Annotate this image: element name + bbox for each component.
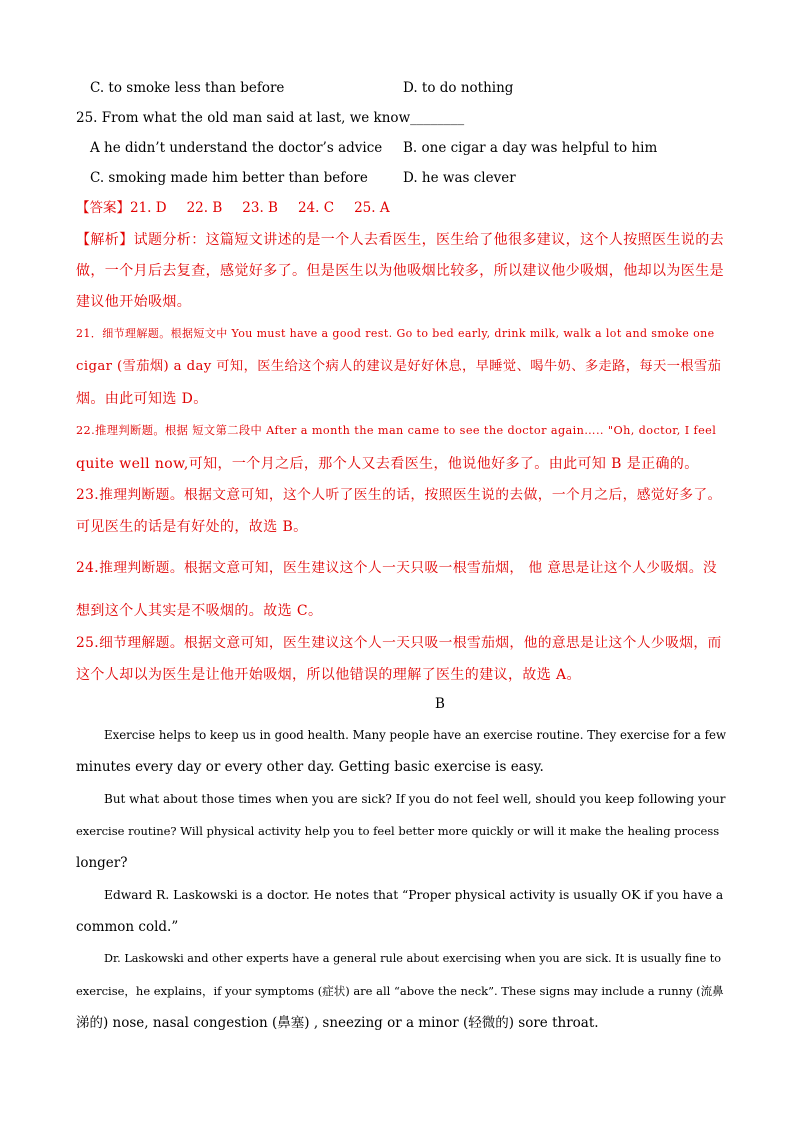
explanation-21-line-1: 21．细节理解题。根据短文中 You must have a good rest. Go to bed early, drink milk, walk a lot and smoke one: [76, 327, 715, 340]
explanation-25-line-2: 这个人却以为医生是让他开始吸烟，所以他错误的理解了医生的建议，故选 A。: [76, 667, 581, 683]
q25-option-b: B. one cigar a day was helpful to him: [403, 140, 658, 156]
passage-b-p3-line-2: common cold.”: [76, 919, 179, 935]
q25-stem: 25. From what the old man said at last, we know________: [76, 110, 465, 126]
q24-option-c: C. to smoke less than before: [90, 80, 285, 96]
answer-21: 21. D: [130, 200, 167, 216]
analysis-line-3: 建议他开始吸烟。: [76, 294, 192, 310]
answer-25: 25. A: [354, 200, 390, 216]
analysis-label: 【解析】: [76, 232, 134, 248]
explanation-24-line-2: 想到这个人其实是不吸烟的。故选 C。: [76, 603, 323, 619]
passage-b-p2-line-1: But what about those times when you are sick? If you do not feel well, should you keep following your: [104, 792, 726, 806]
explanation-25-line-1: 25.细节理解题。根据文意可知，医生建议这个人一天只吸一根雪茄烟，他的意思是让这个人少吸烟，而: [76, 635, 722, 651]
explanation-21-line-2: cigar (雪茄烟) a day 可知，医生给这个病人的建议是好好休息，早睡觉、喝牛奶、多走路，每天一根雪茄: [76, 359, 722, 374]
passage-b-p2-line-3: longer?: [76, 855, 128, 871]
passage-b-p2-line-2: exercise routine? Will physical activity help you to feel better more quickly or will it make the healing process: [76, 824, 720, 838]
explanation-24-line-1: 24.推理判断题。根据文意可知，医生建议这个人一天只吸一根雪茄烟， 他 意思是让这个人少吸烟。没: [76, 560, 718, 576]
explanation-23-line-1: 23.推理判断题。根据文意可知，这个人听了医生的话，按照医生说的去做，一个月之后，感觉好多了。: [76, 487, 722, 503]
analysis-line-1: 【解析】试题分析：这篇短文讲述的是一个人去看医生，医生给了他很多建议，这个人按照医生说的去: [76, 232, 725, 248]
passage-b-p1-line-1: Exercise helps to keep us in good health. Many people have an exercise routine. They exercise for a few: [104, 728, 727, 742]
passage-b-p4-line-3: 涕的) nose, nasal congestion (鼻塞) , sneezing or a minor (轻微的) sore throat.: [76, 1015, 599, 1031]
answer-key: [76, 199, 390, 217]
explanation-23-line-2: 可见医生的话是有好处的，故选 B。: [76, 519, 308, 535]
passage-b-heading: B: [435, 696, 445, 712]
q25-option-d: D. he was clever: [403, 170, 516, 186]
q25-option-a: A he didn’t understand the doctor’s advice: [90, 140, 383, 156]
q24-option-d: D. to do nothing: [403, 80, 514, 96]
explanation-21-line-3: 烟。由此可知选 D。: [76, 391, 208, 407]
analysis-line-2: 做，一个月后去复查，感觉好多了。但是医生以为他吸烟比较多，所以建议他少吸烟，他却以为医生是: [76, 263, 724, 279]
explanation-22-line-2: quite well now,可知，一个月之后，那个人又去看医生，他说他好多了。由此可知 B 是正确的。: [76, 456, 699, 472]
explanation-22-line-1: 22.推理判断题。根据 短文第二段中 After a month the man came to see the doctor again….. "Oh, doctor, I feel: [76, 424, 717, 437]
answer-24: 24. C: [297, 200, 335, 216]
passage-b-p4-line-1: Dr. Laskowski and other experts have a general rule about exercising when you are sick. It is usually fine to: [104, 952, 722, 965]
passage-b-p3-line-1: Edward R. Laskowski is a doctor. He notes that “Proper physical activity is usually OK if you have a: [104, 888, 724, 902]
answer-label: 【答案】: [76, 200, 130, 216]
q25-option-c: C. smoking made him better than before: [90, 170, 368, 186]
answer-23: 23. B: [242, 200, 278, 216]
passage-b-p1-line-2: minutes every day or every other day. Getting basic exercise is easy.: [76, 759, 544, 775]
passage-b-p4-line-2: exercise，he explains，if your symptoms (症状) are all “above the neck”. These signs may include a runny (流鼻: [76, 984, 724, 998]
answer-22: 22. B: [186, 200, 223, 216]
